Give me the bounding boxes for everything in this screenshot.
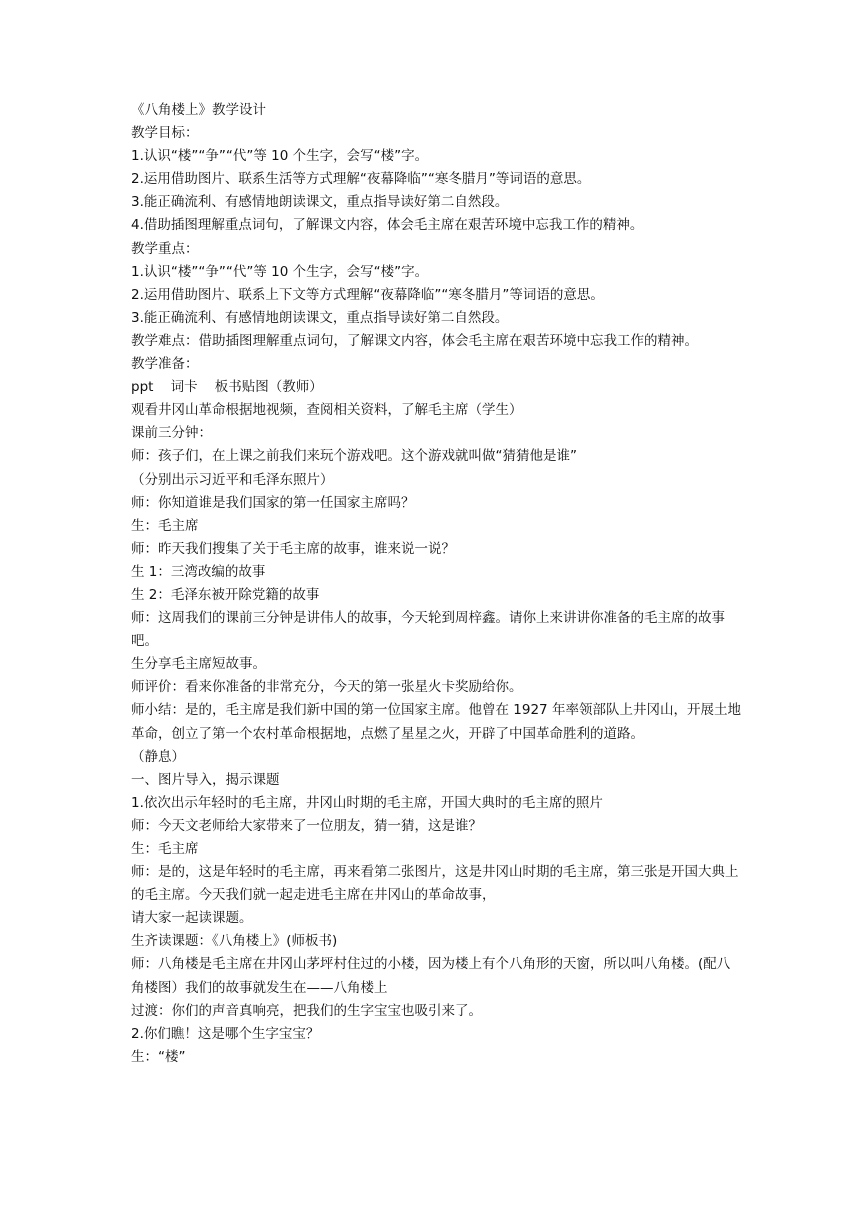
paragraph: 师小结：是的，毛主席是我们新中国的第一位国家主席。他曾在 1927 年率领部队上井冈山，开展土地革命，创立了第一个农村革命根据地，点燃了星星之火，开辟了中国革命胜利的道路。 [131,702,741,742]
paragraph: 1.依次出示年轻时的毛主席，井冈山时期的毛主席，开国大典时的毛主席的照片 [131,794,603,811]
document-body [131,99,741,1069]
paragraph: 2.运用借助图片、联系上下文等方式理解“夜幕降临”“寒冬腊月”等词语的意思。 [131,286,604,303]
paragraph: 生 1：三湾改编的故事 [131,563,266,580]
paragraph: 请大家一起读课题。 [131,910,253,927]
paragraph: 2.运用借助图片、联系生活等方式理解“夜幕降临”“寒冬腊月”等词语的意思。 [131,171,591,188]
section-heading: 教学准备： [131,356,199,373]
paragraph: ppt 词卡 板书贴图（教师） [131,379,323,396]
section-heading: 课前三分钟： [131,425,212,442]
paragraph: （静息） [131,748,185,765]
paragraph: 师：孩子们，在上课之前我们来玩个游戏吧。这个游戏就叫做“猜猜他是谁” [131,448,577,465]
paragraph: 教学难点：借助插图理解重点词句，了解课文内容，体会毛主席在艰苦环境中忘我工作的精神。 [131,332,698,349]
paragraph: 师：这周我们的课前三分钟是讲伟人的故事，今天轮到周梓鑫。请你上来讲讲你准备的毛主席的故事吧。 [131,610,725,650]
section-heading: 教学重点： [131,240,199,257]
paragraph: 3.能正确流利、有感情地朗读课文，重点指导读好第二自然段。 [131,194,509,211]
paragraph: 3.能正确流利、有感情地朗读课文，重点指导读好第二自然段。 [131,309,509,326]
paragraph: 4.借助插图理解重点词句，了解课文内容，体会毛主席在艰苦环境中忘我工作的精神。 [131,217,644,234]
document-title: 《八角楼上》教学设计 [131,102,266,118]
paragraph: 观看井冈山革命根据地视频，查阅相关资料，了解毛主席（学生） [131,402,523,419]
paragraph: （分别出示习近平和毛泽东照片） [131,471,334,488]
paragraph: 生 2：毛泽东被开除党籍的故事 [131,586,320,603]
paragraph: 2.你们瞧！这是哪个生字宝宝？ [131,1025,320,1042]
paragraph: 师：昨天我们搜集了关于毛主席的故事，谁来说一说？ [131,540,455,557]
paragraph: 生：毛主席 [131,517,199,534]
paragraph: 生：毛主席 [131,841,199,857]
paragraph: 生齐读课题：《八角楼上》(师板书) [131,933,338,950]
paragraph: 师：是的，这是年轻时的毛主席，再来看第二张图片，这是井冈山时期的毛主席，第三张是开国大典上的毛主席。今天我们就一起走进毛主席在井冈山的革命故事， [131,864,739,904]
paragraph: 过渡：你们的声音真响亮，把我们的生字宝宝也吸引来了。 [131,1002,482,1019]
paragraph: 师：八角楼是毛主席在井冈山茅坪村住过的小楼，因为楼上有个八角形的天窗，所以叫八角楼。(配八角楼图）我们的故事就发生在——八角楼上 [131,956,731,996]
section-heading: 教学目标： [131,125,199,142]
paragraph: 师：你知道谁是我们国家的第一任国家主席吗？ [131,494,415,511]
paragraph: 师评价：看来你准备的非常充分，今天的第一张星火卡奖励给你。 [131,679,523,696]
paragraph: 1.认识“楼”“争”“代”等 10 个生字，会写“楼”字。 [131,148,429,165]
paragraph: 生分享毛主席短故事。 [131,656,266,673]
paragraph: 生：“楼” [131,1048,186,1065]
paragraph: 1.认识“楼”“争”“代”等 10 个生字，会写“楼”字。 [131,263,429,280]
section-heading: 一、图片导入，揭示课题 [131,771,280,788]
paragraph: 师：今天文老师给大家带来了一位朋友，猜一猜，这是谁？ [131,817,482,834]
